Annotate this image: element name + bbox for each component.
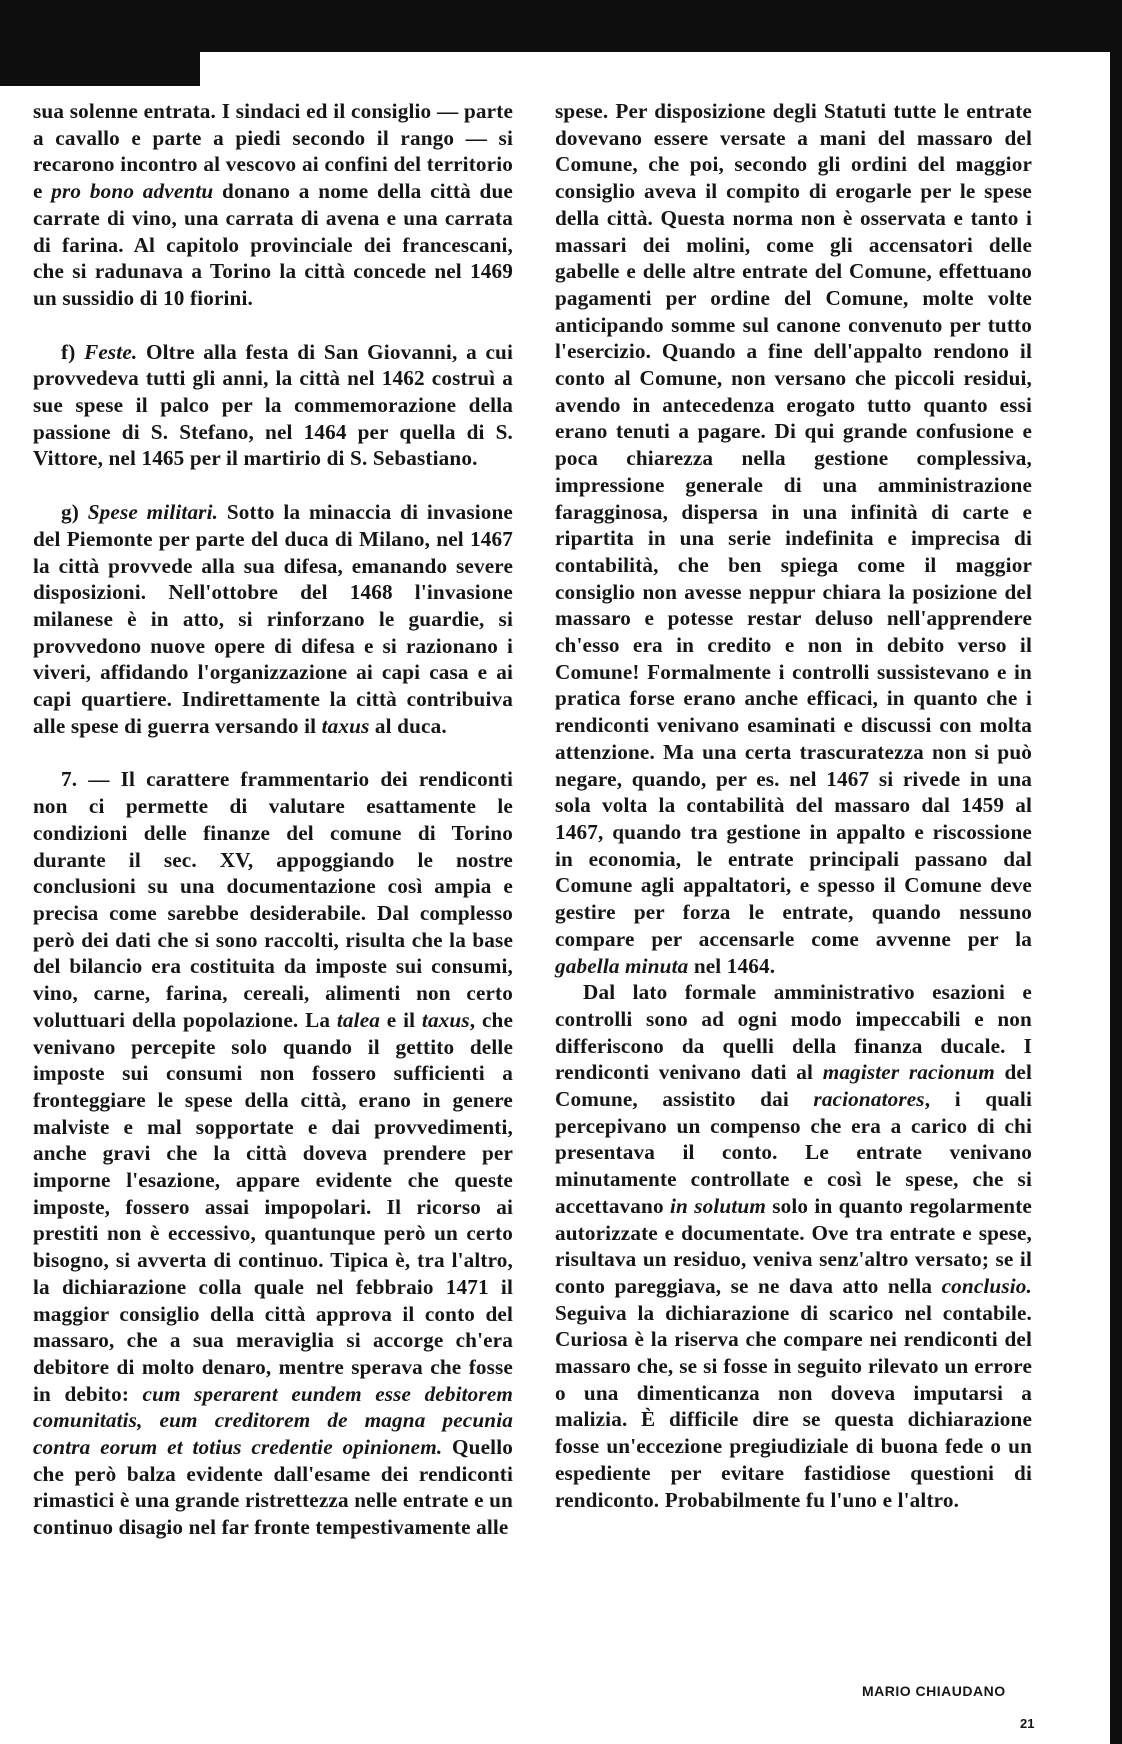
left-column <box>33 98 513 1541</box>
paragraph-spese: spese. Per disposizione degli Statuti tutte le entrate dovevano essere versate a mani del massaro del Comune, che poi, secondo gli ordini del maggior consiglio aveva il compito di erogarle per le spese della città. Questa norma non è osservata e tanto i massari dei molini, come gli accensatori delle gabelle e delle altre entrate del Comune, effettuano pagamenti per ordine del Comune, molte volte anticipando somme sul canone convenuto per tutto l'esercizio. Quando a fine dell'appalto rendono il conto al Comune, non versano che piccoli residui, avendo in antecedenza erogato tutto quanto essi erano tenuti a pagare. Di qui grande confusione e poca chiarezza nella gestione complessiva, impressione generale di una amministrazione faragginosa, dispersa in una infinità di carte e ripartita in una serie indefinita e imprecisa di contabilità, che ben spiega come il maggior consiglio non avesse neppur chiara la posizione del massaro e potesse restar deluso nell'apprendere ch'esso era in credito e non in debito verso il Comune! Formalmente i controlli sussistevano e in pratica forse erano anche efficaci, in quanto che i rendiconti venivano esaminati e discussi con molta attenzione. Ma una certa trascuratezza non si può negare, quando, per es. nel 1467 si rivede in una sola volta la contabilità del massaro dal 1459 al 1467, quando tra gestione in appalto e riscossione in economia, le entrate principali passano dal Comune agli appaltatori, e spesso il Comune deve gestire per forza le entrate, quando nessuno compare per accensarle come avvenne per la gabella minuta nel 1464. <box>555 99 1032 978</box>
section-7: 7. — Il carattere frammentario dei rendiconti non ci permette di valutare esattamente le condizioni delle finanze del comune di Torino durante il sec. XV, appoggiando le nostre conclusioni su una documentazione così ampia e precisa come sarebbe desiderabile. Dal complesso però dei dati che si sono raccolti, risulta che la base del bilancio era costituita da imposte sui consumi, vino, carne, farina, cereali, alimenti non certo voluttuari della popolazione. La talea e il taxus, che venivano percepite solo quando il gettito delle imposte sui consumi non fossero sufficienti a fronteggiare le spese della città, erano in genere malviste e mal sopportate e dai provvedimenti, anche gravi che la città doveva prendere per imporne l'esazione, appare evidente che queste imposte, fossero assai impopolari. Il ricorso ai prestiti non è eccessivo, quantunque però un certo bisogno, si avverta di continuo. Tipica è, tra l'altro, la dichiarazione colla quale nel febbraio 1471 il maggior consiglio della città approva il conto del massaro, che a sua meraviglia si accorge ch'era debitore di molto denaro, mentre sperava che fosse in debito: cum sperarent eundem esse debitorem comunitatis, eum creditorem de magna pecunia contra eorum et totius credentie opinionem. Quello che però balza evidente dall'esame dei rendiconti rimastici è una grande ristrettezza nelle entrate e un continuo disagio nel far fronte tempestivamente alle <box>33 767 514 1540</box>
paragraph-entrata: sua solenne entrata. I sindaci ed il consiglio — parte a cavallo e parte a piedi secondo il rango — si recarono incontro al vescovo ai confini del territorio e pro bono adventu donano a nome della città due carrate di vino, una carrata di avena e una carrata di farina. Al capitolo provinciale dei francescani, che si radunava a Torino la città concede nel 1469 un sussidio di 10 fiorini. <box>33 99 513 310</box>
section-g-heading: Spese militari. <box>87 500 219 525</box>
scan-right-border <box>1110 0 1122 1744</box>
section-f-heading: Feste. <box>84 339 138 364</box>
section-g-spese-militari: g) Spese militari. Sotto la minaccia di invasione del Piemonte per parte del duca di Milano, nel 1467 la città provvede alla sua difesa, emanando severe disposizioni. Nell'ottobre del 1468 l'invasione milanese è in atto, si rinforzano le guardie, si provvedono nuove opere di difesa e si razionano i viveri, affidando l'organizzazione ai capi casa e ai capi quartiere. Indirettamente la città contribuiva alle spese di guerra versando il taxus al duca. <box>33 500 513 738</box>
section-f-feste: f) Feste. Oltre alla festa di San Giovanni, a cui provvedeva tutti gli anni, la città nel 1462 costruì a sue spese il palco per la commemorazione della passione di S. Stefano, nel 1464 per quella di S. Vittore, nel 1465 per il martirio di S. Sebastiano. <box>33 339 514 471</box>
paragraph-lato-formale: Dal lato formale amministrativo esazioni e controlli sono ad ogni modo impeccabili e non differiscono da quelli della finanza ducale. I rendiconti venivano dati al magister racionum del Comune, assistito dai racionatores, i quali percepivano un compenso che era a carico di chi presentava il conto. Le entrate venivano minutamente controllate e così le spese, che si accettavano in solutum solo in quanto regolarmente autorizzate e documentate. Ove tra entrate e spese, risultava un residuo, veniva senz'altro versato; se il conto pareggiava, se ne dava atto nella conclusio. Seguiva la dichiarazione di scarico nel contabile. Curiosa è la riserva che compare nei rendiconti del massaro che, se si fosse in seguito rilevato un errore o una dimenticanza non doveva imputarsi a malizia. È difficile dire se questa dichiarazione fosse un'eccezione pregiudiziale di buona fede o un espediente per evitare fastidiose questioni di rendiconto. Probabilmente fu l'uno e l'altro. <box>555 980 1032 1512</box>
scan-top-left-tab <box>0 0 200 86</box>
page-number: 21 <box>1020 1716 1035 1731</box>
latin-quote: cum sperarent eundem esse debitorem comunitatis, eum creditorem de magna pecunia contra eorum et totius credentie opinionem. <box>33 1381 514 1460</box>
author-name: MARIO CHIAUDANO <box>862 1683 1006 1699</box>
right-column <box>555 98 1032 1513</box>
